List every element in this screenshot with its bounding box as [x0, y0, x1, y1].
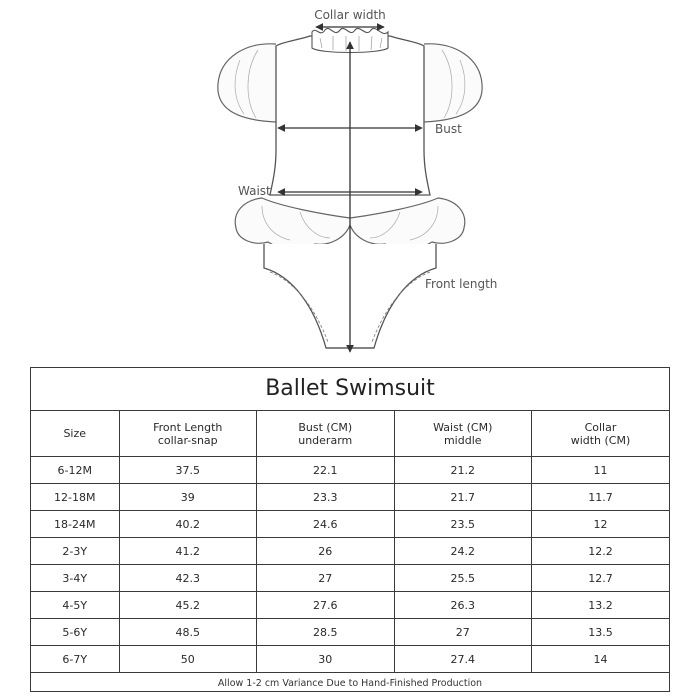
- table-row: [31, 565, 669, 592]
- table-row: [31, 511, 669, 538]
- table-row: [31, 592, 669, 619]
- header-waist: Waist (CM) middle: [394, 411, 532, 457]
- waist-label: Waist: [238, 184, 271, 198]
- collar-width-cell: 11: [532, 457, 670, 484]
- bust-cell: 28.5: [257, 619, 395, 646]
- bust-cell: 30: [257, 646, 395, 673]
- collar-width-cell: 12: [532, 511, 670, 538]
- waist-cell: 26.3: [394, 592, 532, 619]
- size-table: [31, 411, 669, 673]
- size-cell: 18-24M: [31, 511, 119, 538]
- right-sleeve-outline: [424, 44, 482, 122]
- size-cell: 3-4Y: [31, 565, 119, 592]
- collar-width-cell: 13.5: [532, 619, 670, 646]
- size-cell: 12-18M: [31, 484, 119, 511]
- table-row: [31, 484, 669, 511]
- bust-cell: 27.6: [257, 592, 395, 619]
- size-cell: 4-5Y: [31, 592, 119, 619]
- table-row: [31, 538, 669, 565]
- front-length-cell: 48.5: [119, 619, 257, 646]
- waist-cell: 27: [394, 619, 532, 646]
- variance-footnote: Allow 1-2 cm Variance Due to Hand-Finished Production: [217, 678, 483, 689]
- chart-title: Ballet Swimsuit: [31, 368, 669, 411]
- front-length-cell: 40.2: [119, 511, 257, 538]
- table-row: [31, 646, 669, 673]
- front-length-cell: 45.2: [119, 592, 257, 619]
- waist-cell: 27.4: [394, 646, 532, 673]
- bust-cell: 22.1: [257, 457, 395, 484]
- waist-cell: 23.5: [394, 511, 532, 538]
- size-chart: [30, 367, 670, 692]
- front-length-cell: 42.3: [119, 565, 257, 592]
- bust-cell: 24.6: [257, 511, 395, 538]
- size-cell: 6-12M: [31, 457, 119, 484]
- bust-cell: 27: [257, 565, 395, 592]
- collar-width-cell: 13.2: [532, 592, 670, 619]
- front-length-cell: 39: [119, 484, 257, 511]
- collar-width-cell: 11.7: [532, 484, 670, 511]
- header-collar-width: Collar width (CM): [532, 411, 670, 457]
- bust-cell: 23.3: [257, 484, 395, 511]
- size-cell: 5-6Y: [31, 619, 119, 646]
- table-row: [31, 457, 669, 484]
- front-length-cell: 41.2: [119, 538, 257, 565]
- collar-width-label: Collar width: [314, 8, 386, 22]
- table-row: [31, 619, 669, 646]
- front-length-label: Front length: [425, 277, 498, 291]
- bust-cell: 26: [257, 538, 395, 565]
- header-front-length: Front Length collar-snap: [119, 411, 257, 457]
- table-header-row: [31, 411, 669, 457]
- header-bust: Bust (CM) underarm: [257, 411, 395, 457]
- waist-cell: 21.7: [394, 484, 532, 511]
- collar-width-cell: 14: [532, 646, 670, 673]
- bust-label: Bust: [435, 122, 462, 136]
- collar-width-cell: 12.7: [532, 565, 670, 592]
- collar-width-cell: 12.2: [532, 538, 670, 565]
- size-cell: 6-7Y: [31, 646, 119, 673]
- front-length-cell: 50: [119, 646, 257, 673]
- front-length-cell: 37.5: [119, 457, 257, 484]
- header-size: Size: [31, 411, 119, 457]
- waist-cell: 24.2: [394, 538, 532, 565]
- waist-cell: 25.5: [394, 565, 532, 592]
- waist-cell: 21.2: [394, 457, 532, 484]
- left-sleeve-outline: [218, 44, 276, 122]
- size-cell: 2-3Y: [31, 538, 119, 565]
